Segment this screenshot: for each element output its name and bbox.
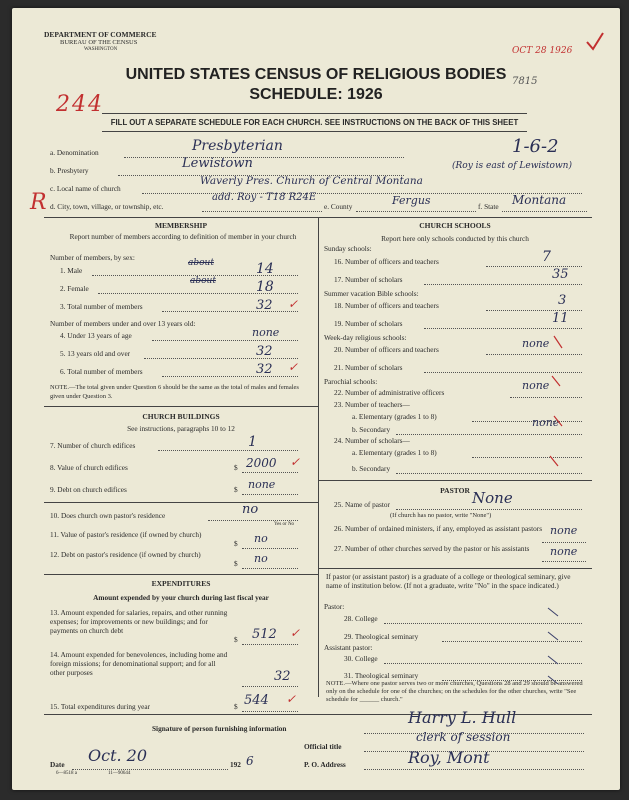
q15-dollar-sign: $	[234, 702, 238, 711]
divider	[102, 131, 527, 132]
presbytery-label: b. Presbytery	[50, 166, 89, 175]
local-name-label: c. Local name of church	[50, 184, 121, 193]
check-mark-icon	[584, 30, 606, 52]
q17-label: 17. Number of scholars	[334, 275, 403, 284]
q8-line	[242, 472, 298, 473]
official-title-value: clerk of session	[416, 730, 511, 744]
membership-note: NOTE.—The total given under Question 6 should be the same as the total of males and females given under Question 3.	[50, 384, 299, 400]
county-label: e. County	[324, 202, 353, 211]
q18-label: 18. Number of officers and teachers	[334, 301, 439, 310]
q5-value: 32	[256, 344, 273, 359]
address-label: d. City, town, village, or township, etc.	[50, 202, 164, 211]
schools-intro: Report here only schools conducted by this church	[381, 234, 529, 243]
q27-label: 27. Number of other churches served by the pastor or his assistants	[334, 544, 530, 553]
denomination-line	[124, 157, 404, 158]
q2-value: 18	[256, 279, 274, 295]
dash-marks-icon	[534, 326, 574, 476]
q20-value: none	[522, 337, 550, 350]
q3-value: 32	[256, 298, 273, 313]
q22-label: 22. Number of administrative officers	[334, 388, 445, 397]
local-name-value: Waverly Pres. Church of Central Montana	[200, 175, 423, 187]
county-line	[356, 211, 476, 212]
q26-line	[542, 542, 586, 543]
q10-hint: Yes or No	[274, 522, 295, 527]
q12-value: no	[254, 552, 268, 565]
q3-label: 3. Total number of members	[60, 302, 143, 311]
address-value: add. Roy - T18 R24E	[212, 192, 317, 203]
pastor-heading: PASTOR	[440, 486, 470, 495]
q11-label: 11. Value of pastor's residence (if owned by church)	[50, 530, 202, 539]
city-label: WASHINGTON	[84, 47, 118, 52]
divider	[102, 113, 527, 114]
po-address-label: P. O. Address	[304, 760, 346, 769]
q29-label: 29. Theological seminary	[344, 632, 419, 641]
schools-heading: CHURCH SCHOOLS	[419, 221, 491, 230]
q31-label: 31. Theological seminary	[344, 671, 419, 680]
print-number: 11—90644	[108, 771, 131, 776]
q6-check-mark: ✓	[288, 360, 299, 374]
po-address-value: Roy, Mont	[408, 748, 490, 767]
q8-label: 8. Value of church edifices	[50, 463, 128, 472]
q30-label: 30. College	[344, 654, 378, 663]
q12-dollar-sign: $	[234, 559, 238, 568]
date-label: Date	[50, 760, 65, 769]
q7-value: 1	[248, 434, 257, 450]
summer-schools-label: Summer vacation Bible schools:	[324, 289, 419, 298]
q4-line	[152, 340, 298, 341]
state-label: f. State	[478, 202, 499, 211]
q19-label: 19. Number of scholars	[334, 319, 403, 328]
q23b-value: none	[532, 416, 560, 429]
q3-check-mark: ✓	[288, 297, 299, 311]
q10-label: 10. Does church own pastor's residence	[50, 511, 166, 520]
q2-note: about	[190, 276, 216, 286]
q5-line	[144, 358, 298, 359]
section-divider	[44, 574, 318, 575]
q13-check-mark: ✓	[290, 626, 301, 640]
received-stamp-date: OCT 28 1926	[512, 46, 573, 56]
section-divider	[44, 406, 318, 407]
q10-value: no	[242, 502, 259, 517]
q15-check-mark: ✓	[286, 692, 297, 706]
parochial-schools-label: Parochial schools:	[324, 377, 378, 386]
pastor-note: NOTE.—Where one pastor serves two or more churches, Questions 28 and 29 should be answered only on the schedule for one of the churches; on the schedules for the other churches, write "See schedule for ______ church."	[326, 680, 583, 703]
q10-line	[208, 520, 298, 521]
q22-value: none	[522, 379, 550, 392]
column-divider	[318, 217, 319, 697]
q14-line	[242, 686, 298, 687]
buildings-intro: See instructions, paragraphs 10 to 12	[127, 424, 235, 433]
q12-line	[242, 568, 298, 569]
q18-value: 3	[558, 293, 567, 308]
q23b-label: b. Secondary	[352, 425, 391, 434]
form-title: UNITED STATES CENSUS OF RELIGIOUS BODIES	[125, 66, 507, 83]
q7-label: 7. Number of church edifices	[50, 441, 136, 450]
q13-value: 512	[252, 627, 277, 642]
q6-label: 6. Total number of members	[60, 367, 143, 376]
q27-value: none	[550, 545, 578, 558]
q9-label: 9. Debt on church edifices	[50, 485, 127, 494]
q8-check-mark: ✓	[290, 455, 301, 469]
q6-value: 32	[256, 362, 273, 377]
q1-note: about	[188, 258, 214, 268]
bureau-label: BUREAU OF THE CENSUS	[60, 39, 138, 46]
q26-value: none	[550, 524, 578, 537]
membership-heading: MEMBERSHIP	[154, 221, 208, 230]
members-by-age-label: Number of members under and over 13 years old:	[50, 319, 196, 328]
denomination-code: 1-6-2	[512, 136, 559, 157]
q5-label: 5. 13 years old and over	[60, 349, 131, 358]
year-digit: 6	[246, 754, 254, 768]
q13-label: 13. Amount expended for salaries, repairs, and other running expenses; for improvements or new buildings; and for payments on church debt	[50, 608, 228, 635]
q24a-label: a. Elementary (grades 1 to 8)	[352, 448, 437, 457]
q26-label: 26. Number of ordained ministers, if any, employed as assistant pastors	[334, 524, 543, 533]
q24-label: 24. Number of scholars—	[334, 436, 410, 445]
q11-value: no	[254, 532, 268, 545]
q27-line	[542, 561, 586, 562]
dash-marks-icon	[532, 598, 572, 688]
q13-dollar-sign: $	[234, 635, 238, 644]
q4-label: 4. Under 13 years of age	[60, 331, 132, 340]
q25-line	[396, 509, 582, 510]
q1-label: 1. Male	[60, 266, 83, 275]
q25-label: 25. Name of pastor	[334, 500, 390, 509]
q11-dollar-sign: $	[234, 539, 238, 548]
q28-label: 28. College	[344, 614, 378, 623]
graduate-instructions: If pastor (or assistant pastor) is a graduate of a college or theological seminary, give name of institution below. (If not a graduate, write "No" in the space indicated.)	[326, 572, 571, 590]
section-divider	[44, 502, 318, 503]
q16-value: 7	[542, 249, 551, 265]
expenditures-intro: Amount expended by your church during last fiscal year	[93, 593, 269, 602]
county-value: Fergus	[392, 194, 431, 207]
q24b-label: b. Secondary	[352, 464, 391, 473]
q3-line	[162, 311, 298, 312]
margin-mark: R	[30, 190, 47, 215]
q9-dollar-sign: $	[234, 485, 238, 494]
q15-value: 544	[244, 693, 269, 708]
q13-line	[242, 644, 298, 645]
section-divider	[318, 568, 592, 569]
presbytery-value: Lewistown	[182, 156, 253, 171]
denomination-label: a. Denomination	[50, 148, 99, 157]
address-line	[202, 211, 322, 212]
q25-hint: (If church has no pastor, write "None")	[390, 512, 492, 519]
stamp-number: 7815	[512, 76, 538, 87]
form-subtitle: SCHEDULE: 1926	[249, 86, 383, 103]
q23a-label: a. Elementary (grades 1 to 8)	[352, 412, 437, 421]
q15-label: 15. Total expenditures during year	[50, 702, 151, 711]
section-divider	[318, 480, 592, 481]
q2-label: 2. Female	[60, 284, 89, 293]
members-by-sex-label: Number of members, by sex:	[50, 253, 135, 262]
year-prefix: 192	[230, 760, 241, 769]
form-number: 6—8518 a	[56, 771, 77, 776]
q9-value: none	[248, 478, 276, 491]
q15-line	[242, 711, 298, 712]
membership-intro: Report number of members according to definition of member in your church	[69, 232, 297, 241]
po-address-line	[364, 769, 584, 770]
denomination-value: Presbyterian	[192, 138, 283, 154]
q20-label: 20. Number of officers and teachers	[334, 345, 439, 354]
q8-dollar-sign: $	[234, 463, 238, 472]
state-line	[502, 211, 587, 212]
q16-label: 16. Number of officers and teachers	[334, 257, 439, 266]
instructions-banner: FILL OUT A SEPARATE SCHEDULE FOR EACH CHURCH. SEE INSTRUCTIONS ON THE BACK OF THIS SHEET	[110, 118, 519, 127]
q11-line	[242, 548, 298, 549]
q17-value: 35	[552, 267, 569, 282]
state-value: Montana	[512, 193, 567, 207]
q9-line	[242, 494, 298, 495]
presbytery-note: (Roy is east of Lewistown)	[452, 161, 572, 171]
q25-value: None	[472, 489, 513, 507]
q19-value: 11	[552, 311, 569, 326]
q4-value: none	[252, 326, 280, 339]
signature-value: Harry L. Hull	[408, 708, 517, 727]
q21-label: 21. Number of scholars	[334, 363, 403, 372]
q7-line	[158, 450, 298, 451]
sunday-schools-label: Sunday schools:	[324, 244, 372, 253]
official-title-label: Official title	[304, 742, 342, 751]
department-label: DEPARTMENT OF COMMERCE	[44, 30, 157, 39]
q14-value: 32	[274, 669, 291, 684]
q23-label: 23. Number of teachers—	[334, 400, 410, 409]
census-schedule-sheet	[12, 8, 620, 790]
buildings-heading: CHURCH BUILDINGS	[142, 412, 220, 421]
signature-label: Signature of person furnishing information	[152, 724, 287, 733]
expenditures-heading: EXPENDITURES	[151, 579, 211, 588]
date-line	[72, 769, 228, 770]
q14-label: 14. Amount expended for benevolences, including home and foreign missions; for denominational support; and for all other purposes	[50, 650, 228, 677]
q8-value: 2000	[246, 456, 277, 470]
q17-line	[424, 284, 582, 285]
date-value: Oct. 20	[88, 746, 148, 765]
q1-value: 14	[256, 261, 274, 277]
q6-line	[162, 376, 298, 377]
assistant-pastor-subheading: Assistant pastor:	[324, 643, 373, 652]
weekday-schools-label: Week-day religious schools:	[324, 333, 407, 342]
pastor-subheading: Pastor:	[324, 602, 345, 611]
q12-label: 12. Debt on pastor's residence (if owned by church)	[50, 550, 201, 559]
handwritten-file-number: 244	[56, 92, 104, 117]
